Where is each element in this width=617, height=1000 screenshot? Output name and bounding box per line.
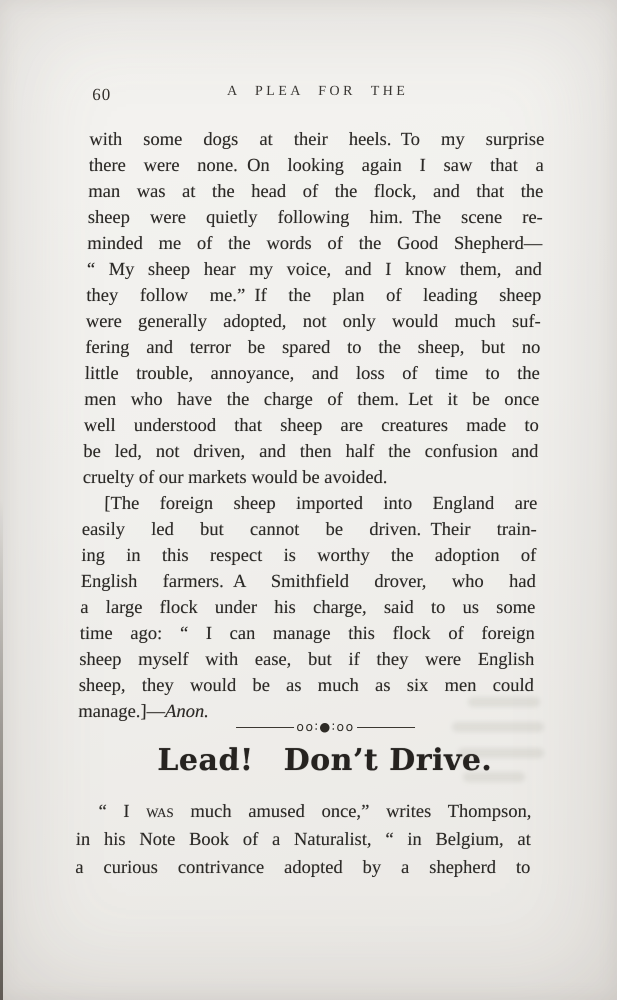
text-segment: much amused once,” writes Thompson,: [173, 802, 532, 822]
text-line: there were none. On looking again I saw that a: [88, 156, 545, 176]
text-segment: Anon.: [164, 702, 210, 722]
section-heading-word-1: Lead!: [157, 743, 254, 778]
text-segment: manage.]—: [78, 702, 166, 722]
text-line: man was at the head of the flock, and that the: [88, 182, 544, 202]
text-line: with some dogs at their heels. To my surprise: [89, 130, 545, 150]
text-line: in his Note Book of a Naturalist, “ in Belgium, at: [75, 830, 532, 850]
text-line: easily led but cannot be driven. Their train-: [81, 520, 538, 540]
text-line: sheep myself with ease, but if they were English: [79, 650, 535, 670]
divider-rule-left: [236, 727, 294, 728]
text-line: “ My sheep hear my voice, and I know them, and: [86, 260, 543, 280]
text-line: [The foreign sheep imported into England are: [104, 494, 538, 514]
text-line: minded me of the words of the Good Shepherd—: [87, 234, 543, 254]
text-line: sheep were quietly following him. The scene re-: [87, 208, 544, 228]
scan-edge-shadow: [0, 500, 3, 1000]
text-line: English farmers. A Smithfield drover, who had: [80, 572, 537, 592]
text-line: sheep, they would be as much as six men could: [78, 676, 535, 696]
text-line: a large flock under his charge, said to us some: [80, 598, 536, 618]
text-line: ing in this respect is worthy the adoption of: [81, 546, 537, 566]
text-line: they follow me.” If the plan of leading sheep: [86, 286, 542, 306]
text-line: a curious contrivance adopted by a shepherd to: [75, 858, 531, 878]
text-line: fering and terror be spared to the sheep, but no: [85, 338, 541, 358]
text-line: be led, not driven, and then half the confusion and: [83, 442, 539, 462]
divider-ornament: oo∶●∶oo: [296, 719, 355, 734]
section-heading-word-2: Don’t Drive.: [283, 743, 493, 778]
paragraph-thompson-quote: [75, 798, 532, 882]
text-line: men who have the charge of them. Let it be once: [84, 390, 540, 410]
ink-bleedthrough-smudge: [458, 748, 544, 758]
text-line: cruelty of our markets would be avoided.: [82, 468, 388, 488]
ink-bleedthrough-smudge: [452, 722, 544, 732]
ink-bleedthrough-smudge: [463, 772, 525, 782]
paragraph-foreign-sheep: [78, 491, 537, 725]
text-segment: was: [146, 802, 174, 822]
divider-rule-right: [357, 727, 415, 728]
text-line: were generally adopted, not only would much suf-: [85, 312, 542, 332]
ink-bleedthrough-smudge: [468, 697, 540, 707]
text-segment: “ I: [98, 802, 147, 822]
text-line: well understood that sheep are creatures made to: [83, 416, 540, 436]
page-header-row: [90, 84, 545, 106]
running-title: A PLEA FOR THE: [226, 84, 409, 99]
page-number: 60: [92, 85, 112, 104]
text-line: little trouble, annoyance, and loss of time to the: [84, 364, 541, 384]
text-line: [76, 798, 532, 826]
text-line: time ago: “ I can manage this flock of foreign: [79, 624, 536, 644]
paragraph-sheep-following: [83, 127, 545, 491]
